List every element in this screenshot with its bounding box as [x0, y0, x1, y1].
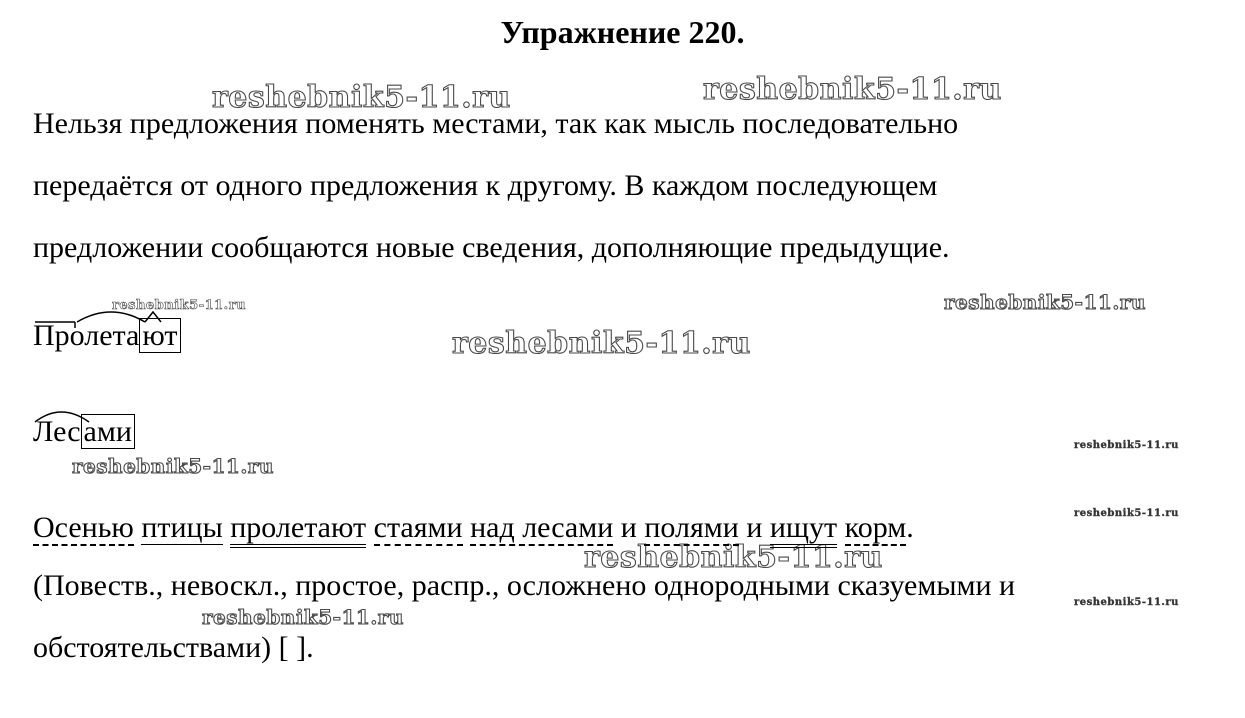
- ending-box: ют: [139, 318, 180, 353]
- watermark: reshebnik5-11.ru: [1074, 440, 1179, 451]
- analysis-line-2: обстоятельствами) [ ].: [33, 631, 314, 664]
- watermark: reshebnik5-11.ru: [944, 290, 1146, 314]
- sentence-space: [613, 511, 621, 544]
- sentence-space: [837, 511, 845, 544]
- watermark: reshebnik5-11.ru: [1074, 508, 1179, 519]
- sentence-space: [762, 511, 770, 544]
- sentence-word: стаями: [373, 511, 463, 544]
- sentence-word: ищут: [770, 511, 837, 548]
- word-root: Лес: [33, 415, 81, 448]
- sentence-word: и: [746, 511, 763, 544]
- watermark: reshebnik5-11.ru: [72, 454, 274, 478]
- sentence-space: [366, 511, 374, 544]
- exercise-title: Упражнение 220.: [500, 14, 745, 50]
- morpheme-word-2: [33, 414, 135, 450]
- parsed-sentence: [33, 510, 914, 546]
- watermark: reshebnik5-11.ru: [112, 298, 247, 313]
- sentence-word: и: [620, 511, 637, 544]
- analysis-line-1: (Повеств., невоскл., простое, распр., осложнено однородными сказуемыми и: [33, 569, 1016, 602]
- ending-box: ами: [81, 414, 135, 449]
- sentence-word: птицы: [141, 511, 223, 544]
- watermark: reshebnik5-11.ru: [212, 80, 511, 115]
- sentence-word: .: [906, 511, 914, 544]
- sentence-word: над лесами: [470, 511, 614, 544]
- watermark: reshebnik5-11.ru: [1074, 597, 1179, 608]
- watermark: reshebnik5-11.ru: [703, 72, 1002, 107]
- sentence-space: [463, 511, 471, 544]
- sentence-word: полями: [644, 511, 739, 544]
- morpheme-word-1: [33, 318, 181, 354]
- paragraph-line-2: передаётся от одного предложения к другому. В каждом последующем: [33, 169, 938, 202]
- sentence-word: Осенью: [33, 511, 134, 544]
- watermark: reshebnik5-11.ru: [202, 605, 404, 629]
- word-stem: Пролета: [33, 319, 140, 352]
- paragraph-line-1: Нельзя предложения поменять местами, так как мысль последовательно: [33, 107, 959, 140]
- paragraph-line-3: предложении сообщаются новые сведения, дополняющие предыдущие.: [33, 231, 950, 264]
- sentence-word: пролетают: [230, 511, 366, 548]
- sentence-word: корм: [844, 511, 907, 544]
- watermark: reshebnik5-11.ru: [452, 326, 751, 361]
- watermark: reshebnik5-11.ru: [584, 540, 883, 575]
